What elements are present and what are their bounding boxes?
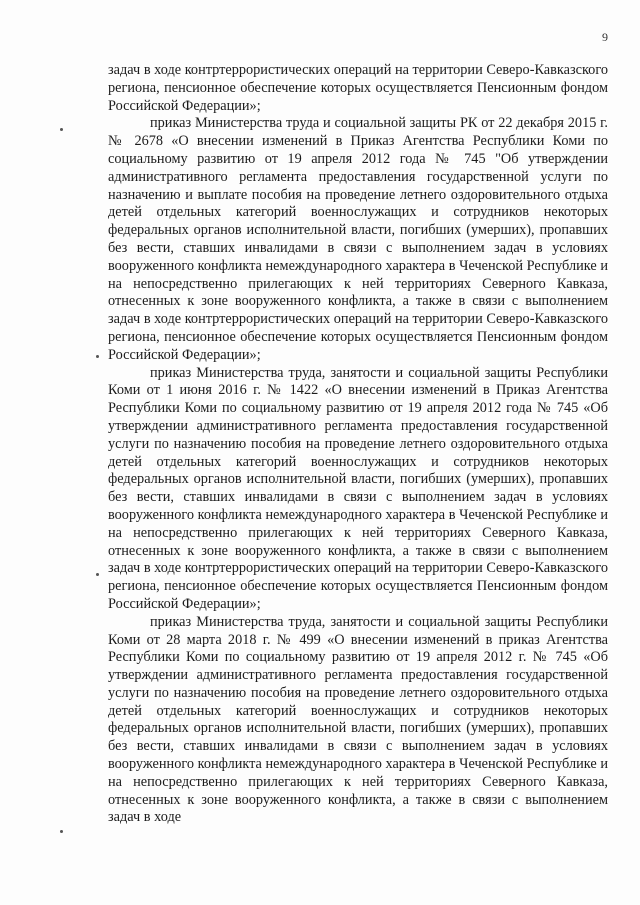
paragraph-order-1422: приказ Министерства труда, занятости и социальной защиты Республики Коми от 1 июня 2016 г. № 1422 «О внесении изменений в Приказ Агентства Республики Коми по социальному развитию от 19 апреля 2012 года № 745 «Об утверждении административного регламента предоставления государственной услуги по назначению пособия на проведение летнего оздоровительного отдыха детей отдельных категорий военнослужащих и сотрудников некоторых федеральных органов исполнительной власти, погибших (умерших), пропавших без вести, ставших инвалидами в связи с выполнением задач в условиях вооруженного конфликта немеждународного характера в Чеченской Республике и на непосредственно прилегающих к ней территориях Северного Кавказа, отнесенных к зоне вооруженного конфликта, а также в связи с выполнением задач в ходе контртеррористических операций на территории Северо-Кавказского региона, пенсионное обеспечение которых осуществляется Пенсионным фондом Российской Федерации»; xyxy=(108,364,608,612)
paragraph-order-499: приказ Министерства труда, занятости и социальной защиты Республики Коми от 28 марта 2018 г. № 499 «О внесении изменений в приказ Агентства Республики Коми по социальному развитию от 19 апреля 2012 г. № 745 «Об утверждении административного регламента предоставления государственной услуги по назначению пособия на проведение летнего оздоровительного отдыха детей отдельных категорий военнослужащих и сотрудников некоторых федеральных органов исполнительной власти, погибших (умерших), пропавших без вести, ставших инвалидами в связи с выполнением задач в условиях вооруженного конфликта немеждународного характера в Чеченской Республике и на непосредственно прилегающих к ней территориях Северного Кавказа, отнесенных к зоне вооруженного конфликта, а также в связи с выполнением задач в ходе xyxy=(108,613,608,826)
margin-mark xyxy=(60,128,63,131)
margin-mark xyxy=(96,355,99,358)
margin-mark xyxy=(60,830,63,833)
paragraph-order-2678: приказ Министерства труда и социальной защиты РК от 22 декабря 2015 г. № 2678 «О внесении изменений в Приказ Агентства Республики Коми по социальному развитию от 19 апреля 2012 года № 745 "Об утверждении административного регламента предоставления государственной услуги по назначению и выплате пособия на проведение летнего оздоровительного отдыха детей отдельных категорий военнослужащих и сотрудников некоторых федеральных органов исполнительной власти, погибших (умерших), пропавших без вести, ставших инвалидами в связи с выполнением задач в условиях вооруженного конфликта немеждународного характера в Чеченской Республике и на непосредственно прилегающих к ней территориях Северного Кавказа, отнесенных к зоне вооруженного конфликта, а также в связи с выполнением задач в ходе контртеррористических операций на территории Северо-Кавказского региона, пенсионное обеспечение которых осуществляется Пенсионным фондом Российской Федерации»; xyxy=(108,115,608,363)
margin-mark xyxy=(96,573,99,576)
document-body xyxy=(108,62,608,827)
paragraph-continuation: задач в ходе контртеррористических операций на территории Северо-Кавказского региона, пенсионное обеспечение которых осуществляется Пенсионным фондом Российской Федерации»; xyxy=(108,62,608,114)
page-number: 9 xyxy=(602,30,608,44)
